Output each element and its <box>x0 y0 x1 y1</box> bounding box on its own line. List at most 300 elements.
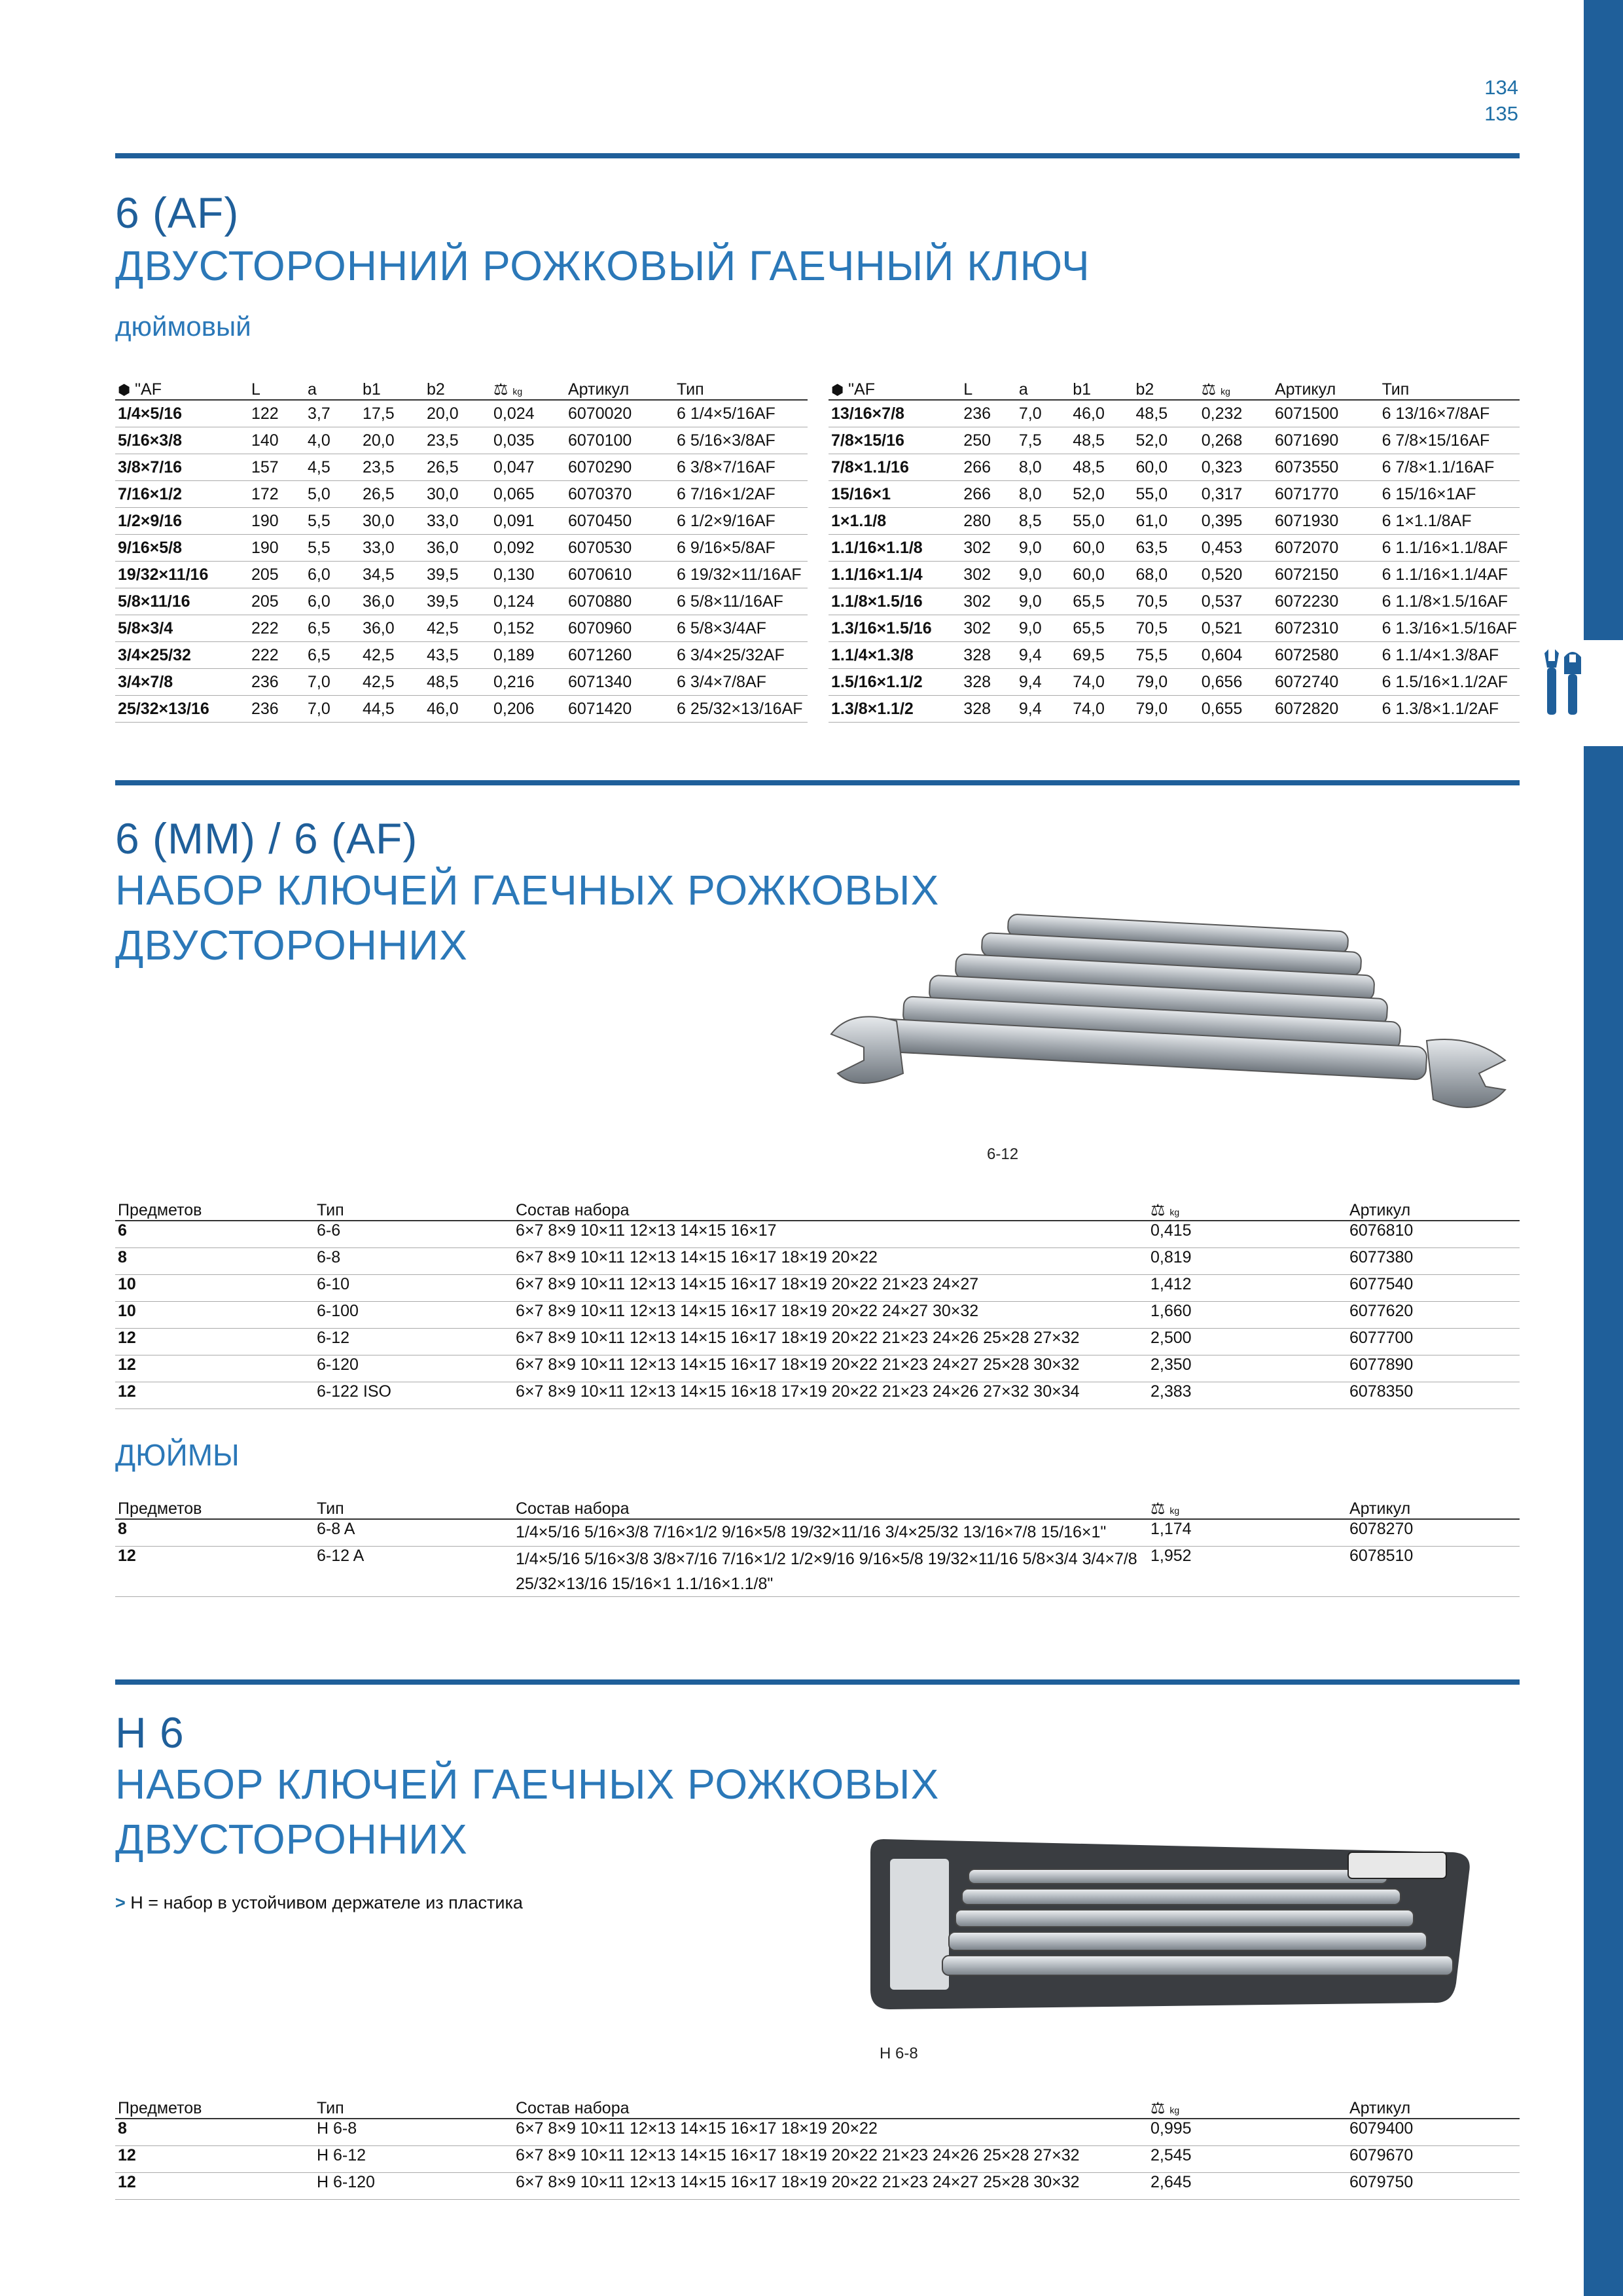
table-cell: 0,317 <box>1199 481 1272 508</box>
table-cell: 36,0 <box>424 535 491 562</box>
table-cell: 236 <box>249 669 305 696</box>
table-cell: 6077540 <box>1347 1275 1520 1302</box>
col-type: Тип <box>314 1496 513 1519</box>
table-row <box>115 454 808 481</box>
table-cell: 5/16×3/8 <box>115 427 249 454</box>
col-article: Артикул <box>565 377 674 400</box>
page-number-left: 134 <box>1484 76 1518 99</box>
table-cell: 6070960 <box>565 615 674 642</box>
table-cell: 19/32×11/16 <box>115 562 249 588</box>
table-row <box>115 1519 1520 1547</box>
table-cell: 1.3/16×1.5/16 <box>829 615 961 642</box>
table-cell: 8,0 <box>1016 481 1070 508</box>
col-items: Предметов <box>115 1496 314 1519</box>
table-cell: 30,0 <box>360 508 424 535</box>
table-cell: 36,0 <box>360 588 424 615</box>
table-cell: 6 19/32×11/16AF <box>674 562 808 588</box>
table-cell: 222 <box>249 642 305 669</box>
table-cell: 0,453 <box>1199 535 1272 562</box>
table-cell: 6070290 <box>565 454 674 481</box>
table-cell: 42,5 <box>360 642 424 669</box>
table-cell: 12 <box>115 1355 314 1382</box>
col-b1: b1 <box>1070 377 1133 400</box>
table-cell: 61,0 <box>1133 508 1199 535</box>
table-cell: 7,0 <box>305 696 360 723</box>
table-cell: 7/16×1/2 <box>115 481 249 508</box>
table-cell: 6-122 ISO <box>314 1382 513 1409</box>
table-cell: 0,521 <box>1199 615 1272 642</box>
table-cell: 4,5 <box>305 454 360 481</box>
table-cell: 0,604 <box>1199 642 1272 669</box>
table-row <box>829 588 1520 615</box>
table-cell: 6 1.5/16×1.1/2AF <box>1380 669 1520 696</box>
table-cell: 6 5/8×11/16AF <box>674 588 808 615</box>
weight-scale-icon: ⚖ <box>1150 2099 1166 2117</box>
col-a: a <box>1016 377 1070 400</box>
table-cell: 6×7 8×9 10×11 12×13 14×15 16×17 18×19 20×22 21×23 24×26 25×28 27×32 <box>513 2146 1148 2173</box>
wrench-icon <box>1542 648 1588 720</box>
table-cell: 12 <box>115 1547 314 1597</box>
table-cell: 2,645 <box>1148 2173 1347 2200</box>
table-cell: 6×7 8×9 10×11 12×13 14×15 16×17 18×19 20×22 21×23 24×27 25×28 30×32 <box>513 2173 1148 2200</box>
table-cell: 6 7/16×1/2AF <box>674 481 808 508</box>
table-cell: 328 <box>961 696 1016 723</box>
col-l: L <box>249 377 305 400</box>
table-cell: 52,0 <box>1133 427 1199 454</box>
table-cell: 3/8×7/16 <box>115 454 249 481</box>
table-cell: 6,0 <box>305 562 360 588</box>
table-cell: 6072740 <box>1272 669 1380 696</box>
table-cell: 6079400 <box>1347 2119 1520 2146</box>
table-cell: 266 <box>961 481 1016 508</box>
table-cell: 205 <box>249 588 305 615</box>
section-rule-3 <box>115 1679 1520 1685</box>
table-cell: 0,537 <box>1199 588 1272 615</box>
table-cell: 23,5 <box>360 454 424 481</box>
table-cell: 157 <box>249 454 305 481</box>
table-cell: 6072820 <box>1272 696 1380 723</box>
table-cell: 55,0 <box>1133 481 1199 508</box>
table-cell: 44,5 <box>360 696 424 723</box>
table-row <box>115 1355 1520 1382</box>
table-row <box>115 1547 1520 1597</box>
table-cell: 6071260 <box>565 642 674 669</box>
table-cell: 1.1/8×1.5/16 <box>829 588 961 615</box>
table-cell: 9/16×5/8 <box>115 535 249 562</box>
table-cell: 205 <box>249 562 305 588</box>
table-cell: 7,0 <box>305 669 360 696</box>
table-cell: 6 7/8×15/16AF <box>1380 427 1520 454</box>
table-cell: 0,415 <box>1148 1221 1347 1248</box>
col-type: Тип <box>674 377 808 400</box>
table-cell: 36,0 <box>360 615 424 642</box>
table-cell: 0,268 <box>1199 427 1272 454</box>
table-cell: 6072230 <box>1272 588 1380 615</box>
table-cell: 1.5/16×1.1/2 <box>829 669 961 696</box>
col-weight: ⚖ kg <box>1148 1496 1347 1519</box>
table-row <box>115 400 808 427</box>
table-cell: 9,0 <box>1016 562 1070 588</box>
table-cell: 48,5 <box>424 669 491 696</box>
table-cell: 0,124 <box>491 588 565 615</box>
table-cell: 1.1/4×1.3/8 <box>829 642 961 669</box>
table-row <box>115 696 808 723</box>
table-cell: 6 1.1/16×1.1/8AF <box>1380 535 1520 562</box>
section3-note: > H = набор в устойчивом держателе из пластика <box>115 1893 523 1912</box>
table-cell: 13/16×7/8 <box>829 400 961 427</box>
table-row <box>115 427 808 454</box>
table-cell: 2,383 <box>1148 1382 1347 1409</box>
table-row <box>829 642 1520 669</box>
table-cell: 6 1.1/16×1.1/4AF <box>1380 562 1520 588</box>
table-cell: 6071340 <box>565 669 674 696</box>
col-b2: b2 <box>424 377 491 400</box>
table-cell: 10 <box>115 1275 314 1302</box>
table-cell: 1,952 <box>1148 1547 1347 1597</box>
table-row <box>829 508 1520 535</box>
table-cell: 6073550 <box>1272 454 1380 481</box>
spec-table-left <box>115 377 808 723</box>
table-cell: 8 <box>115 2119 314 2146</box>
table-cell: 0,216 <box>491 669 565 696</box>
table-cell: 6070100 <box>565 427 674 454</box>
table-cell: 6 1/2×9/16AF <box>674 508 808 535</box>
table-cell: 6079670 <box>1347 2146 1520 2173</box>
table-cell: 0,091 <box>491 508 565 535</box>
section2-title-line1: НАБОР КЛЮЧЕЙ ГАЕЧНЫХ РОЖКОВЫХ <box>115 867 940 914</box>
section-rule-2 <box>115 780 1520 785</box>
table-cell: 6-10 <box>314 1275 513 1302</box>
col-items: Предметов <box>115 2096 314 2119</box>
table-cell: 1×1.1/8 <box>829 508 961 535</box>
col-weight: ⚖ kg <box>1148 1198 1347 1221</box>
weight-scale-icon: ⚖ <box>1201 380 1217 399</box>
table-row <box>115 1329 1520 1355</box>
page-number-right: 135 <box>1484 102 1518 125</box>
table-cell: 6070530 <box>565 535 674 562</box>
table-row <box>115 508 808 535</box>
table-cell: 79,0 <box>1133 696 1199 723</box>
table-cell: 79,0 <box>1133 669 1199 696</box>
table-cell: 6070370 <box>565 481 674 508</box>
table-row <box>829 696 1520 723</box>
table-cell: 0,189 <box>491 642 565 669</box>
table-cell: 15/16×1 <box>829 481 961 508</box>
weight-scale-icon: ⚖ <box>1150 1201 1166 1219</box>
table-cell: 1.1/16×1.1/4 <box>829 562 961 588</box>
table-cell: 236 <box>249 696 305 723</box>
table-cell: 6070020 <box>565 400 674 427</box>
table-cell: 12 <box>115 1382 314 1409</box>
table-cell: 70,5 <box>1133 615 1199 642</box>
table-cell: H 6-120 <box>314 2173 513 2200</box>
table-cell: 65,5 <box>1070 588 1133 615</box>
table-cell: 26,5 <box>360 481 424 508</box>
table-cell: 9,4 <box>1016 696 1070 723</box>
table-cell: 33,0 <box>424 508 491 535</box>
table-cell: 6076810 <box>1347 1221 1520 1248</box>
table-cell: 0,206 <box>491 696 565 723</box>
table-cell: 236 <box>961 400 1016 427</box>
table-cell: 6×7 8×9 10×11 12×13 14×15 16×17 18×19 20×22 <box>513 2119 1148 2146</box>
table-cell: H 6-8 <box>314 2119 513 2146</box>
table-cell: 6-8 <box>314 1248 513 1275</box>
table-cell: 17,5 <box>360 400 424 427</box>
table-cell: 7/8×15/16 <box>829 427 961 454</box>
table-cell: 1/4×5/16 <box>115 400 249 427</box>
table-cell: 6 1.3/8×1.1/2AF <box>1380 696 1520 723</box>
col-b2: b2 <box>1133 377 1199 400</box>
table-cell: 52,0 <box>1070 481 1133 508</box>
table-cell: 1,412 <box>1148 1275 1347 1302</box>
table-row <box>115 1302 1520 1329</box>
table-cell: 2,350 <box>1148 1355 1347 1382</box>
table-row <box>829 400 1520 427</box>
table-cell: 6×7 8×9 10×11 12×13 14×15 16×17 <box>513 1221 1148 1248</box>
table-cell: 70,5 <box>1133 588 1199 615</box>
table-cell: 2,500 <box>1148 1329 1347 1355</box>
section3-title-line2: ДВУСТОРОННИХ <box>115 1816 468 1863</box>
table-cell: 8,0 <box>1016 454 1070 481</box>
table-cell: 12 <box>115 2146 314 2173</box>
table-cell: 302 <box>961 615 1016 642</box>
table-cell: 190 <box>249 535 305 562</box>
table-cell: 23,5 <box>424 427 491 454</box>
table-cell: 6 9/16×5/8AF <box>674 535 808 562</box>
section1-subtitle: дюймовый <box>115 311 251 342</box>
table-cell: 6 3/4×25/32AF <box>674 642 808 669</box>
table-cell: 12 <box>115 1329 314 1355</box>
table-cell: 6071930 <box>1272 508 1380 535</box>
set-table-mm <box>115 1198 1520 1409</box>
table-cell: 43,5 <box>424 642 491 669</box>
table-row <box>115 642 808 669</box>
table-cell: 68,0 <box>1133 562 1199 588</box>
table-cell: 6,5 <box>305 615 360 642</box>
table-header-row <box>115 2096 1520 2119</box>
table-cell: 6×7 8×9 10×11 12×13 14×15 16×17 18×19 20×22 <box>513 1248 1148 1275</box>
table-cell: 0,047 <box>491 454 565 481</box>
table-cell: 6 1×1.1/8AF <box>1380 508 1520 535</box>
table-row <box>115 535 808 562</box>
col-type: Тип <box>314 2096 513 2119</box>
section3-code: H 6 <box>115 1708 185 1757</box>
table-row <box>115 2119 1520 2146</box>
col-contents: Состав набора <box>513 1496 1148 1519</box>
table-cell: 3,7 <box>305 400 360 427</box>
table-cell: 5,0 <box>305 481 360 508</box>
table-cell: 0,035 <box>491 427 565 454</box>
holder-set-image <box>864 1833 1486 2016</box>
table-cell: 9,0 <box>1016 535 1070 562</box>
table-cell: 6072310 <box>1272 615 1380 642</box>
table-cell: 328 <box>961 642 1016 669</box>
table-cell: 39,5 <box>424 588 491 615</box>
table-cell: 0,152 <box>491 615 565 642</box>
table-cell: 20,0 <box>424 400 491 427</box>
col-l: L <box>961 377 1016 400</box>
table-cell: 0,995 <box>1148 2119 1347 2146</box>
table-cell: 6 25/32×13/16AF <box>674 696 808 723</box>
table-row <box>829 615 1520 642</box>
hex-af-icon: ⬢ <box>118 382 131 398</box>
table-cell: 1/4×5/16 5/16×3/8 7/16×1/2 9/16×5/8 19/32×11/16 3/4×25/32 13/16×7/8 15/16×1" <box>513 1519 1148 1547</box>
table-cell: 6-12 <box>314 1329 513 1355</box>
table-cell: 7/8×1.1/16 <box>829 454 961 481</box>
table-cell: 6-12 A <box>314 1547 513 1597</box>
table-cell: 6077620 <box>1347 1302 1520 1329</box>
table-cell: 0,024 <box>491 400 565 427</box>
table-cell: 60,0 <box>1133 454 1199 481</box>
col-article: Артикул <box>1347 2096 1520 2119</box>
col-article: Артикул <box>1272 377 1380 400</box>
table-cell: 172 <box>249 481 305 508</box>
table-row <box>115 588 808 615</box>
table-header-row <box>115 1198 1520 1221</box>
table-row <box>829 535 1520 562</box>
table-row <box>115 615 808 642</box>
sidebar-bar-top <box>1584 0 1623 640</box>
table-cell: 33,0 <box>360 535 424 562</box>
table-cell: 9,0 <box>1016 615 1070 642</box>
table-cell: 74,0 <box>1070 696 1133 723</box>
table-cell: 1/2×9/16 <box>115 508 249 535</box>
table-row <box>829 454 1520 481</box>
col-af: ⬢ "AF <box>829 377 961 400</box>
table-cell: 3/4×25/32 <box>115 642 249 669</box>
table-cell: 6-100 <box>314 1302 513 1329</box>
table-cell: 1/4×5/16 5/16×3/8 3/8×7/16 7/16×1/2 1/2×9/16 9/16×5/8 19/32×11/16 5/8×3/4 3/4×7/8 25/32×13/16 15/16×1 1.1/16×1.1/8" <box>513 1547 1148 1597</box>
table-cell: 60,0 <box>1070 562 1133 588</box>
table-row <box>115 481 808 508</box>
table-cell: 6×7 8×9 10×11 12×13 14×15 16×17 18×19 20×22 21×23 24×26 25×28 27×32 <box>513 1329 1148 1355</box>
wrench-set-image <box>825 910 1512 1132</box>
section1-title: ДВУСТОРОННИЙ РОЖКОВЫЙ ГАЕЧНЫЙ КЛЮЧ <box>115 242 1090 289</box>
table-cell: 6-8 A <box>314 1519 513 1547</box>
section2-code: 6 (MM) / 6 (AF) <box>115 814 418 863</box>
weight-scale-icon: ⚖ <box>1150 1499 1166 1518</box>
section-rule-1 <box>115 153 1520 158</box>
table-cell: 8,5 <box>1016 508 1070 535</box>
table-cell: 74,0 <box>1070 669 1133 696</box>
table-cell: 0,065 <box>491 481 565 508</box>
weight-scale-icon: ⚖ <box>493 380 508 399</box>
table-cell: 250 <box>961 427 1016 454</box>
table-cell: 0,232 <box>1199 400 1272 427</box>
table-cell: 6 1/4×5/16AF <box>674 400 808 427</box>
table-cell: 63,5 <box>1133 535 1199 562</box>
section3-title-line1: НАБОР КЛЮЧЕЙ ГАЕЧНЫХ РОЖКОВЫХ <box>115 1761 940 1808</box>
table-row <box>115 1275 1520 1302</box>
table-cell: 42,5 <box>424 615 491 642</box>
table-cell: 6×7 8×9 10×11 12×13 14×15 16×17 18×19 20×22 21×23 24×27 25×28 30×32 <box>513 1355 1148 1382</box>
table-cell: 6078270 <box>1347 1519 1520 1547</box>
col-weight: ⚖ kg <box>1148 2096 1347 2119</box>
table-cell: 25/32×13/16 <box>115 696 249 723</box>
table-cell: 69,5 <box>1070 642 1133 669</box>
table-cell: 9,4 <box>1016 642 1070 669</box>
col-contents: Состав набора <box>513 1198 1148 1221</box>
table-cell: 6,5 <box>305 642 360 669</box>
table-cell: 0,819 <box>1148 1248 1347 1275</box>
table-row <box>115 1221 1520 1248</box>
section3-image-caption: H 6-8 <box>880 2045 918 2062</box>
table-cell: 6077380 <box>1347 1248 1520 1275</box>
table-cell: 6072580 <box>1272 642 1380 669</box>
table-cell: 6070880 <box>565 588 674 615</box>
table-cell: 1.3/8×1.1/2 <box>829 696 961 723</box>
table-cell: 6072070 <box>1272 535 1380 562</box>
table-cell: H 6-12 <box>314 2146 513 2173</box>
table-row <box>115 1382 1520 1409</box>
table-cell: 1,174 <box>1148 1519 1347 1547</box>
table-cell: 6071500 <box>1272 400 1380 427</box>
section2-inch-subtitle: ДЮЙМЫ <box>115 1438 240 1472</box>
table-row <box>829 427 1520 454</box>
table-row <box>115 2173 1520 2200</box>
col-article: Артикул <box>1347 1496 1520 1519</box>
spec-table-right <box>829 377 1520 723</box>
table-cell: 6 3/4×7/8AF <box>674 669 808 696</box>
col-contents: Состав набора <box>513 2096 1148 2119</box>
table-cell: 0,323 <box>1199 454 1272 481</box>
table-cell: 6071770 <box>1272 481 1380 508</box>
table-cell: 9,0 <box>1016 588 1070 615</box>
table-cell: 5/8×11/16 <box>115 588 249 615</box>
table-cell: 8 <box>115 1519 314 1547</box>
table-cell: 302 <box>961 588 1016 615</box>
col-article: Артикул <box>1347 1198 1520 1221</box>
table-cell: 6070450 <box>565 508 674 535</box>
table-cell: 5,5 <box>305 508 360 535</box>
table-cell: 6-120 <box>314 1355 513 1382</box>
arrow-right-icon: > <box>115 1893 126 1912</box>
table-cell: 6 <box>115 1221 314 1248</box>
set-table-inch <box>115 1496 1520 1597</box>
table-header-row <box>115 1496 1520 1519</box>
table-cell: 6 1.1/8×1.5/16AF <box>1380 588 1520 615</box>
table-cell: 20,0 <box>360 427 424 454</box>
table-cell: 34,5 <box>360 562 424 588</box>
col-weight: ⚖ kg <box>491 377 565 400</box>
table-cell: 5,5 <box>305 535 360 562</box>
table-cell: 7,0 <box>1016 400 1070 427</box>
table-cell: 122 <box>249 400 305 427</box>
table-cell: 6071420 <box>565 696 674 723</box>
table-cell: 6×7 8×9 10×11 12×13 14×15 16×17 18×19 20×22 21×23 24×27 <box>513 1275 1148 1302</box>
table-cell: 46,0 <box>424 696 491 723</box>
table-cell: 48,5 <box>1133 400 1199 427</box>
col-weight: ⚖ kg <box>1199 377 1272 400</box>
table-cell: 190 <box>249 508 305 535</box>
table-cell: 9,4 <box>1016 669 1070 696</box>
table-row <box>829 562 1520 588</box>
table-row <box>115 1248 1520 1275</box>
table-cell: 30,0 <box>424 481 491 508</box>
table-cell: 6 5/8×3/4AF <box>674 615 808 642</box>
set-table-holder <box>115 2096 1520 2200</box>
table-header-row <box>115 377 808 400</box>
table-cell: 6 13/16×7/8AF <box>1380 400 1520 427</box>
hex-af-icon: ⬢ <box>831 382 844 398</box>
table-cell: 75,5 <box>1133 642 1199 669</box>
table-cell: 1,660 <box>1148 1302 1347 1329</box>
table-cell: 55,0 <box>1070 508 1133 535</box>
table-cell: 1.1/16×1.1/8 <box>829 535 961 562</box>
table-cell: 7,5 <box>1016 427 1070 454</box>
table-cell: 48,5 <box>1070 454 1133 481</box>
table-cell: 6077890 <box>1347 1355 1520 1382</box>
